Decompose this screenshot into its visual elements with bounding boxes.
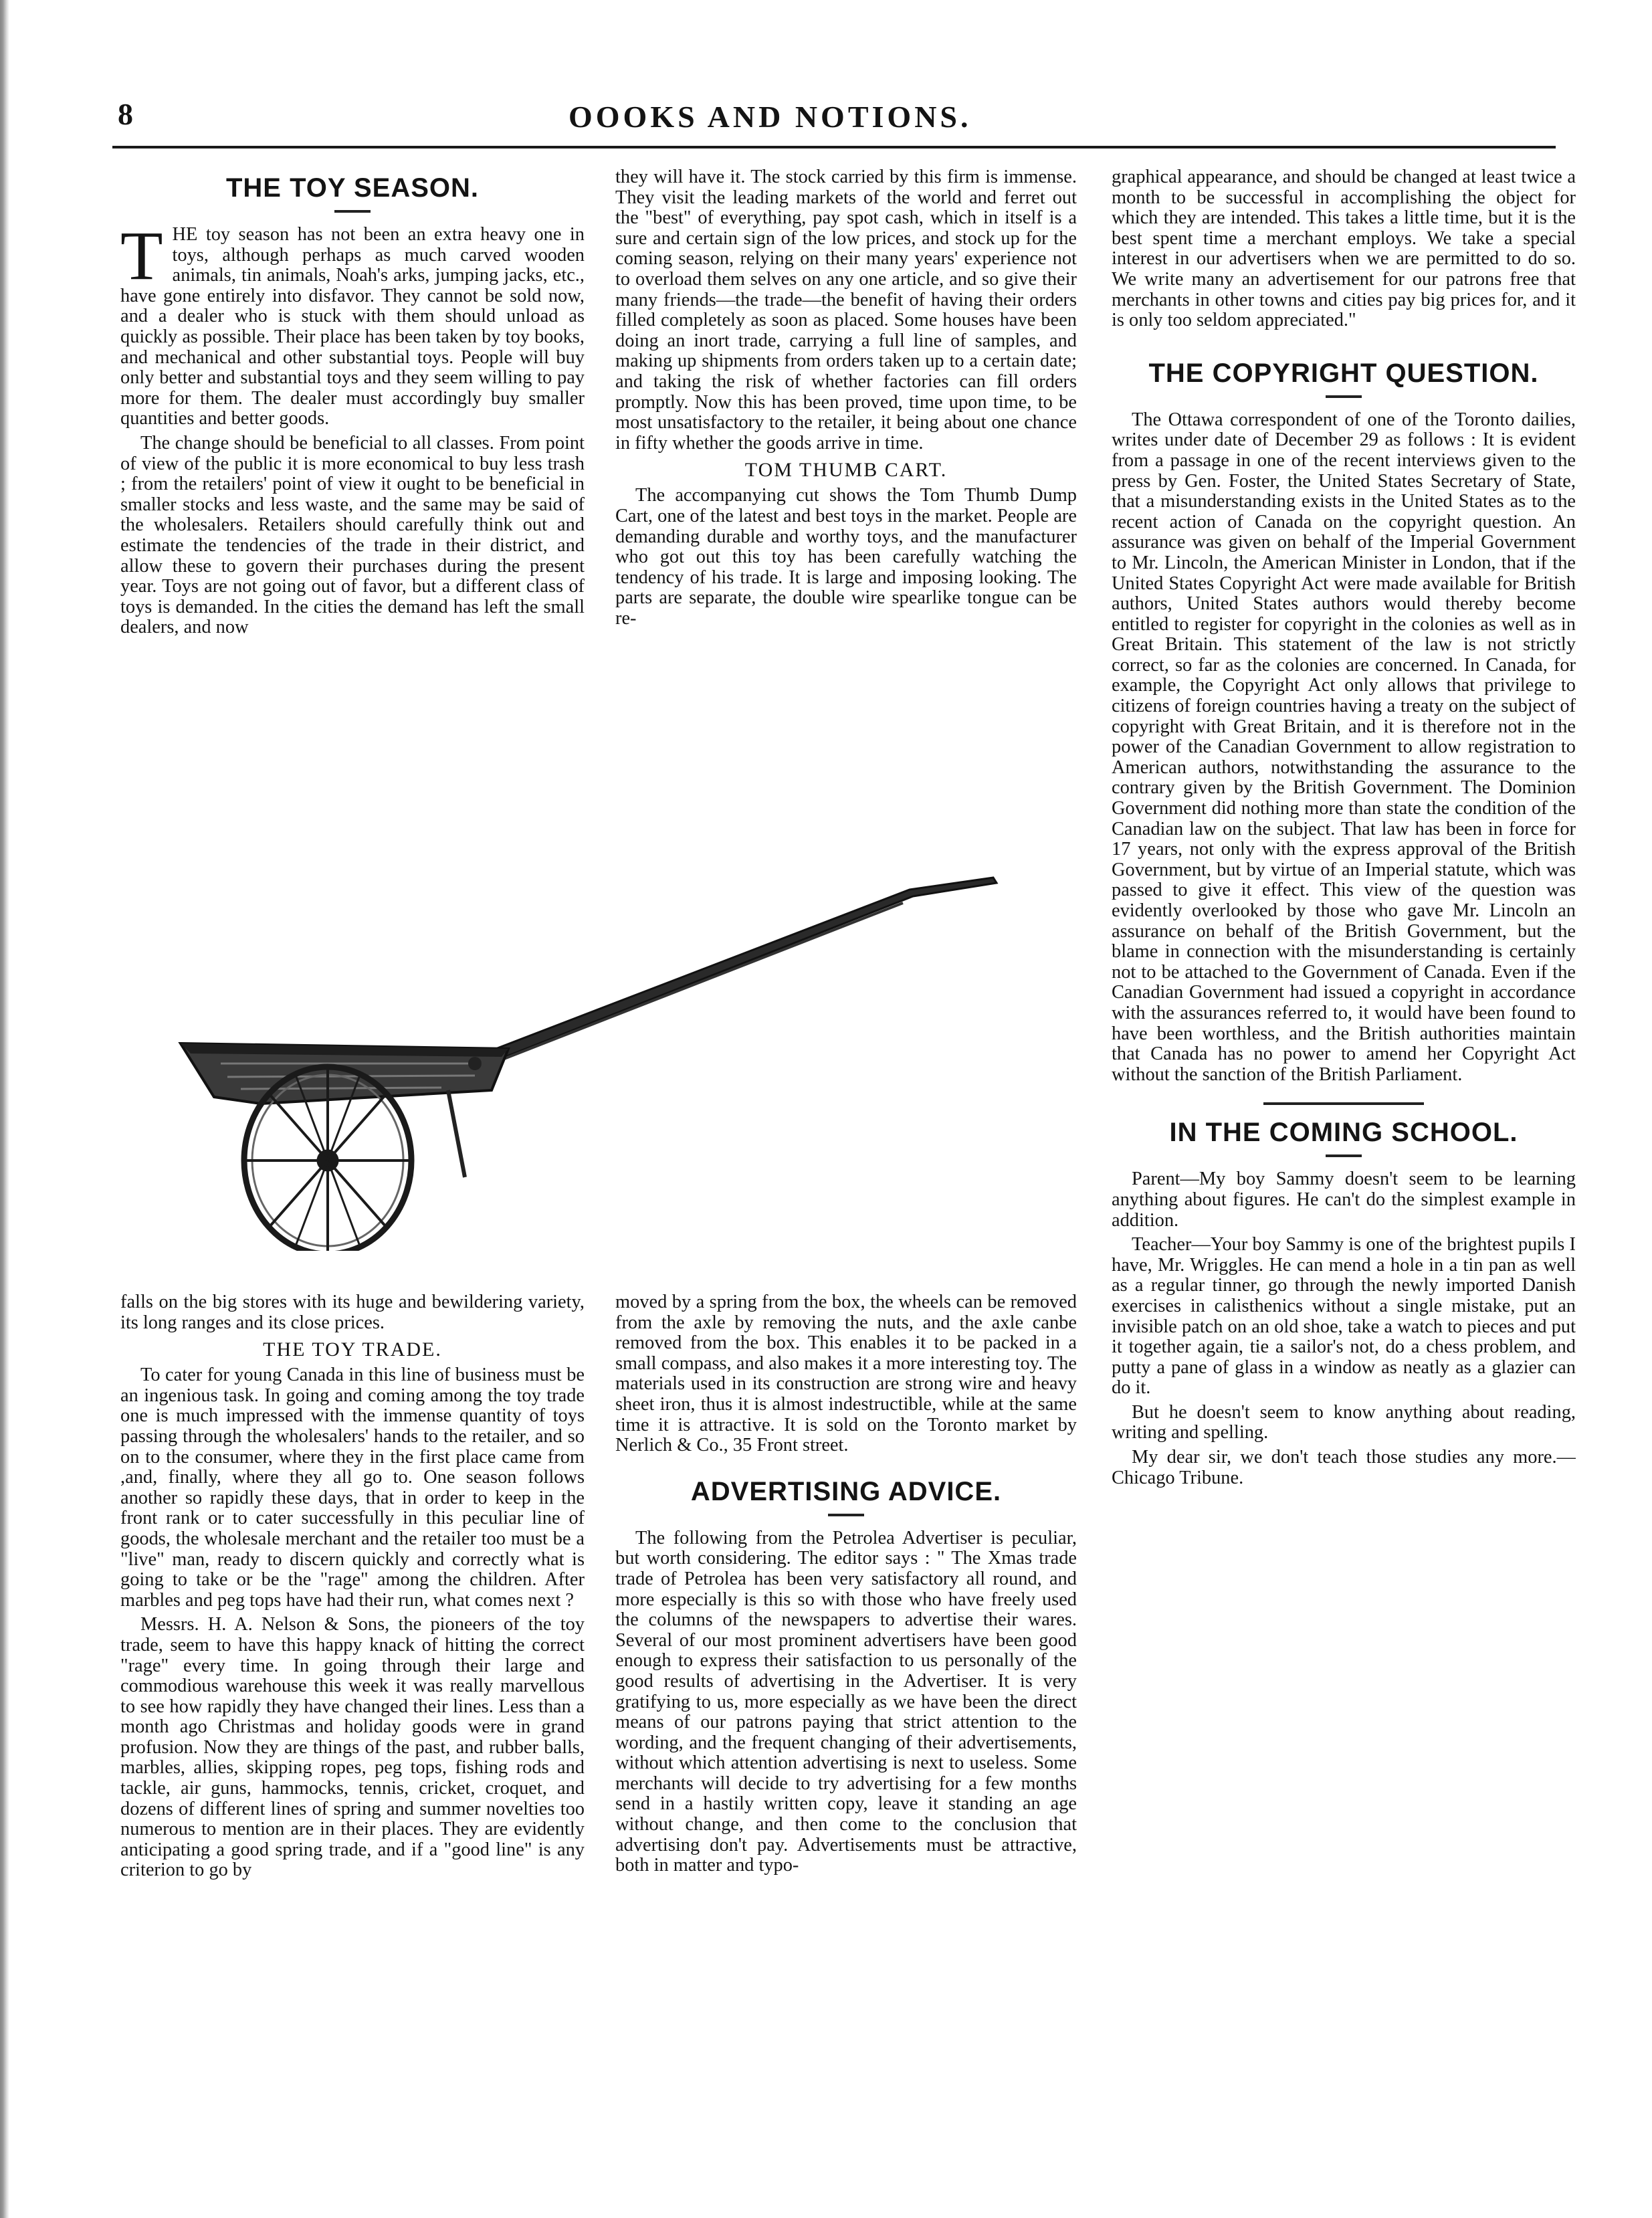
column-2-lower (615, 1292, 1077, 2202)
heading-copyright-question: THE COPYRIGHT QUESTION. (1148, 358, 1539, 388)
heading-tom-thumb-cart: TOM THUMB CART. (744, 459, 948, 482)
advertising-paragraph-1: The following from the Petrolea Advertiser is peculiar, but worth considering. The editor says : " The Xmas trade trade of Petrolea has been very satisfactory all round, and more especially is this so with those who have freely used the columns of the newspapers to advertise their wares. Several of our most prominent advertisers have been good enough to express their satisfaction to us personally of the good results of advertising in the Advertiser. It is very gratifying to us, more especially as we have been the direct means of our patrons paying that strict attention to the wording, and the frequent changing of their advertisements, without which attention advertising is next to useless. Some merchants will decide to try advertising for a few months send in a hastily written copy, leave it standing an age without change, and then come to the conclusion that advertising don't pay. Advertisements must be attractive, both in matter and typo- (615, 1527, 1077, 1876)
toy-season-paragraph-1: THE toy season has not been an extra heavy one in toys, although perhaps as much carved wooden animals, tin animals, Noah's arks, jumping jacks, etc., have gone entirely into disfavor. They cannot be sold now, and a dealer who is stuck with them should unload as quickly as possible. Their place has been taken by toy books, and mechanical and other substantial toys. People will buy only better and substantial toys and they seem willing to pay more for them. The dealer must accordingly buy smaller quantities and better goods. (120, 217, 585, 429)
column-1-top (120, 167, 585, 870)
toy-trade-paragraph-2: Messrs. H. A. Nelson & Sons, the pioneers of the toy trade, seem to have this happy knack of hitting the correct "rage" every time. In going through their large and commodious warehouse this week it was really marvellous to see how rapidly they have changed their lines. Less than a month ago Christmas and holiday goods were in grand profusion. Now they are things of the past, and rubber balls, marbles, allies, skipping ropes, peg tops, fishing rods and tackle, air guns, hammocks, tennis, cricket, croquet, and dozens of different lines of spring and summer novelties too numerous to mention are in their places. They are evidently anticipating a good spring trade, and if a "good line" is any criterion to go by (120, 1614, 585, 1881)
heading-dash (828, 1514, 864, 1516)
cart-support (448, 1090, 465, 1177)
cart-tongue-lower (475, 903, 903, 1070)
heading-dash (1326, 1154, 1362, 1157)
column-3 (1112, 167, 1576, 2201)
toy-season-paragraph-3: they will have it. The stock carried by this firm is immense. They visit the leading markets of the world and ferret out the "best" of everything, pay spot cash, which in itself is a sure and certain sign of the low prices, and stock up for the coming season, relying on their many years' experience not to overload them selves on any one article, and so give their many friends—the trade—the benefit of having their orders filled completely as soon as placed. Some houses have been doing an inort trade, carrying a full line of samples, and making up shipments from orders taken up to a certain date; and taking the risk of whether factories can fill orders promptly. Now this has been proved, time upon time, to be most unsatisfactory to the retailer, it being about one chance in fifty whether the goods arrive in time. (615, 167, 1077, 453)
cart-axle-nut (468, 1057, 482, 1070)
tom-thumb-cart-illustration (161, 863, 1097, 1251)
school-paragraph-1: Parent—My boy Sammy doesn't seem to be learning anything about figures. He can't do the simplest example in addition. (1112, 1169, 1576, 1231)
page-number: 8 (118, 97, 133, 131)
running-header: OOOKS AND NOTIONS. (569, 100, 972, 134)
toy-trade-paragraph-1: To cater for young Canada in this line of business must be an ingenious task. In going and coming among the toy trade one is much impressed with the immense quantity of toys passing through the wholesalers' hands to the retailer, and so on to the consumer, where they in the first place came from ,and, finally, where they all go to. One season follows another so rapidly these days, that in order to keep in the front rank or to cater successfully in this peculiar line of goods, the wholesale merchant and the retailer too must be a "live" man, ready to discern quickly and correctly what is going to take or be the "rage" among the children. After marbles and peg tops have had their run, what comes next ? (120, 1365, 585, 1611)
section-divider (1263, 1102, 1424, 1105)
heading-advertising-advice: ADVERTISING ADVICE. (690, 1476, 1002, 1506)
cart-tongue (475, 878, 997, 1065)
header-rule (112, 146, 1556, 148)
heading-coming-school: IN THE COMING SCHOOL. (1169, 1118, 1518, 1148)
school-paragraph-2: Teacher—Your boy Sammy is one of the brightest pupils I have, Mr. Wriggles. He can mend a hole in a tin pan as well as a regular tinner, go through the newly imported Danish exercises in calisthenics without a single mistake, put an invisible patch on an old shoe, take a watch to pieces and put it together again, tie a sailor's not, do a chess problem, and putty a pane of glass in a window as neatly as a glazier can do it. (1112, 1234, 1576, 1399)
school-paragraph-3: But he doesn't seem to know anything about reading, writing and spelling. (1112, 1401, 1576, 1443)
column-1-lower (120, 1292, 585, 2202)
heading-toy-trade: THE TOY TRADE. (263, 1338, 442, 1361)
tom-thumb-paragraph-2: moved by a spring from the box, the wheels can be removed from the axle by removing the nuts, and the axle canbe removed from the box. This enables it to be packed in a small compass, and also makes it a more interesting toy. The materials used in its construction are strong wire and heavy sheet iron, thus it is almost indestructible, while at the same time it is attractive. It is sold on the Toronto market by Nerlich & Co., 35 Front street. (615, 1292, 1077, 1456)
copyright-paragraph-1: The Ottawa correspondent of one of the Toronto dailies, writes under date of December 29 as follows : It is evident from a passage in one of the recent interviews given to the press by Gen. Foster, the United States Secretary of State, that a misunderstanding exists in the United States as to the recent action of Canada on the copyright question. An assurance was given on behalf of the Imperial Government to Mr. Lincoln, the American Minister in London, that if the United States Copyright Act were made available for British authors, United States authors would thereby become entitled to register for copyright in the colonies as well as in Great Britain. This statement of the law is not strictly correct, so far as the colonies are concerned. In Canada, for example, the Copyright Act only allows that privilege to citizens of foreign countries having a treaty on the subject of copyright with Great Britain, and it is therefore not in the power of the Canadian Government to allow registration to American authors, notwithstanding the assurance to the contrary given by the British Government. The Dominion Government did nothing more than state the condition of the Canadian law on the subject. That law has been in force for 17 years, not only with the express approval of the British Government, but by virtue of an Imperial statute, which was passed to give it effect. This view of the question was evidently overlooked by those who gave Mr. Lincoln an assurance on behalf of the British Government, but the blame in connection with the misunderstanding is certainly not to be attached to the Government of Canada. Even if the Canadian Government had issued a copyright in accordance with the assurances referred to, it would have been found to have been worthless, and the British authorities maintain that Canada has no power to amend her Copyright Act without the sanction of the British Parliament. (1112, 409, 1576, 1085)
school-paragraph-4: My dear sir, we don't teach those studies any more.—Chicago Tribune. (1112, 1447, 1576, 1488)
scanned-page-edge (0, 0, 9, 2218)
heading-dash (1326, 395, 1362, 398)
heading-dash (334, 210, 371, 213)
tom-thumb-paragraph-1: The accompanying cut shows the Tom Thumb Dump Cart, one of the latest and best toys in the market. People are demanding durable and worthy toys, and the manufacturer who got out this toy has been carefully watching the tendency of his trade. It is large and imposing looking. The parts are separate, the double wire spearlike tongue can be re- (615, 485, 1077, 629)
cart-wheel (244, 1067, 411, 1251)
toy-season-paragraph-2: The change should be beneficial to all classes. From point of view of the public it is more economical to buy less trash ; from the retailers' point of view it ought to be beneficial in smaller stocks and less waste, and the same may be said of the wholesalers. Retailers should carefully think out and estimate the tendencies of the trade in their district, and allow these to govern their purchases during the present year. Toys are not going out of favor, but a different class of toys is demanded. In the cities the demand has left the small dealers, and now (120, 432, 585, 638)
drop-cap: T (120, 217, 163, 294)
advertising-continuation: graphical appearance, and should be changed at least twice a month to be successful in accomplishing the object for which they are intended. This takes a little time, but it is the best spent time a merchant employs. We take a special interest in our advertisers when we are permitted to do so. We write many an advertisement for our patrons free that merchants in other towns and cities pay big prices for, and it is only too seldom appreciated." (1112, 167, 1576, 331)
toy-season-continuation: falls on the big stores with its huge and bewildering variety, its long ranges and its close prices. (120, 1292, 585, 1333)
column-2-top (615, 167, 1077, 870)
heading-toy-season: THE TOY SEASON. (225, 173, 480, 203)
